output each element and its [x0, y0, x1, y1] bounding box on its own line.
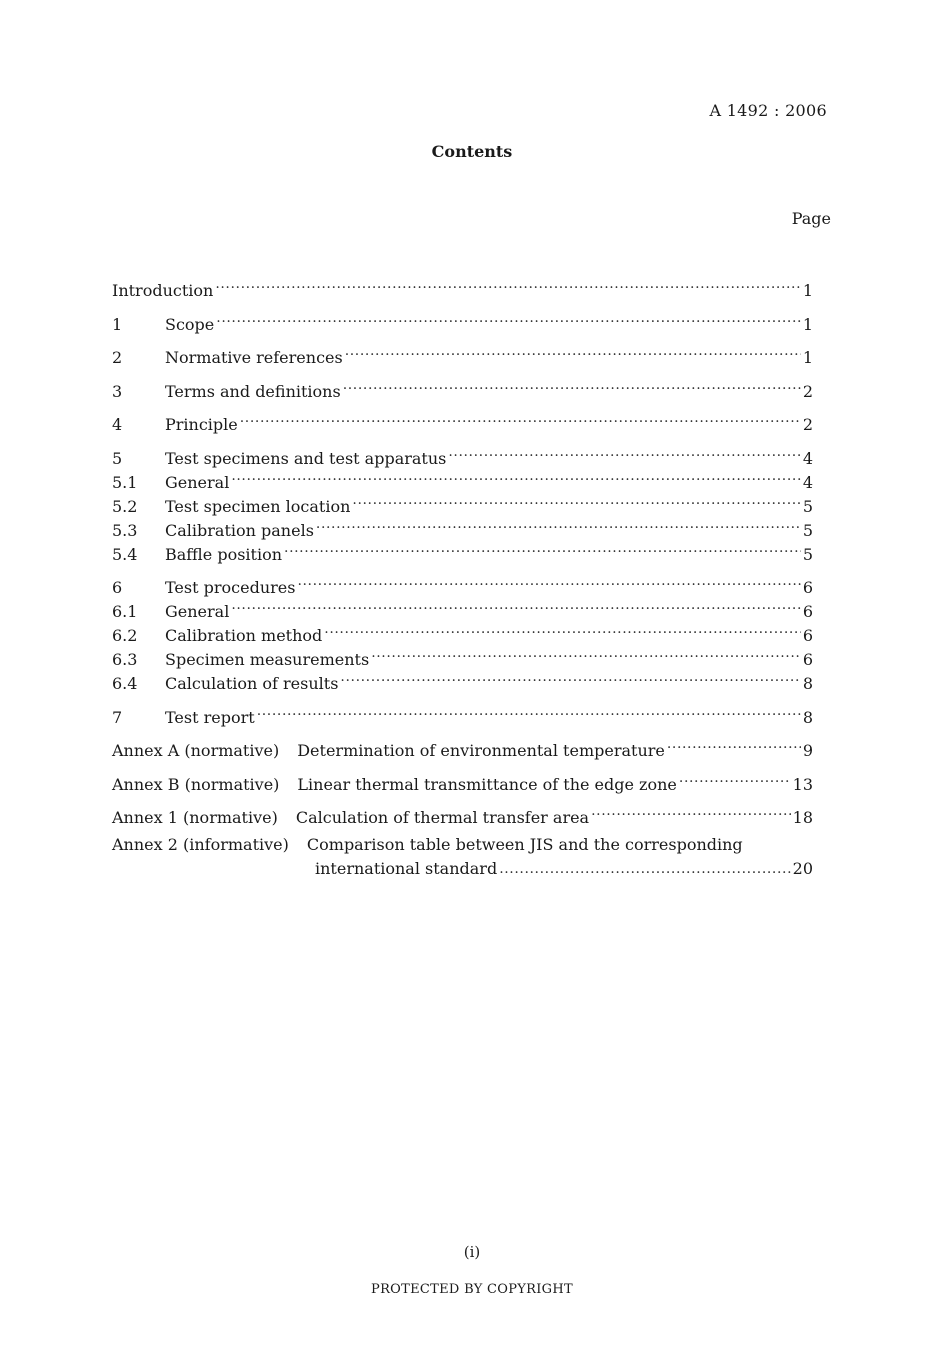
toc-entry-page: 6	[802, 626, 813, 645]
toc-entry-page: 5	[802, 544, 813, 564]
toc-dot-leader	[667, 732, 801, 756]
toc-entry-page: 4	[802, 472, 813, 492]
toc-entry-label: Test specimens and test apparatus	[165, 448, 447, 468]
document-number: A 1492 : 2006	[709, 101, 827, 120]
table-of-contents	[112, 272, 813, 881]
toc-entry-annex-2[interactable]	[112, 833, 813, 881]
toc-entry-number: 6.3	[112, 650, 138, 669]
toc-dot-leader	[499, 857, 790, 881]
toc-dot-leader	[257, 699, 801, 723]
annex-category: Annex B (normative)	[112, 774, 280, 794]
toc-entry-label: Test specimen location	[165, 496, 351, 516]
toc-entry-number: 4	[112, 415, 123, 434]
toc-dot-leader	[345, 339, 801, 363]
toc-entry-label: Baffle position	[165, 544, 283, 564]
toc-entry-annex-1[interactable]	[112, 799, 813, 827]
toc-entry-6-1-general[interactable]	[112, 593, 813, 621]
toc-entry-number: 6.1	[112, 602, 138, 621]
toc-entry-number: 5	[112, 448, 123, 468]
toc-entry-6-3-specimen-measurements[interactable]	[112, 641, 813, 669]
page-number: (i)	[463, 1243, 481, 1261]
toc-entry-terms-and-definitions[interactable]	[112, 373, 813, 401]
toc-entry-label: Test procedures	[165, 578, 296, 597]
page-column-heading: Page	[791, 209, 831, 228]
toc-entry-label: Calculation of results	[165, 674, 339, 693]
toc-entry-number: 2	[112, 348, 123, 367]
toc-dot-leader	[343, 373, 801, 397]
toc-dot-leader	[216, 306, 801, 330]
toc-entry-number: 3	[112, 381, 123, 401]
toc-entry-introduction[interactable]	[112, 272, 813, 300]
toc-entry-page: 2	[802, 415, 813, 434]
toc-dot-leader	[240, 406, 801, 430]
toc-entry-6-4-calculation-of-results[interactable]	[112, 665, 813, 693]
annex-2-second-line	[112, 857, 813, 881]
toc-dot-leader	[231, 593, 800, 617]
toc-entry-5-3-calibration-panels[interactable]	[112, 512, 813, 540]
toc-entry-label: Determination of environmental temperature	[297, 741, 665, 760]
toc-entry-page: 6	[802, 578, 813, 597]
toc-dot-leader	[679, 766, 791, 790]
copyright-notice: PROTECTED BY COPYRIGHT	[371, 1282, 573, 1297]
page-title: Contents	[431, 142, 513, 161]
toc-entry-annex-b[interactable]	[112, 766, 813, 794]
toc-entry-5-4-baffle-position[interactable]	[112, 536, 813, 564]
toc-dot-leader	[231, 464, 800, 488]
toc-entry-label: Calibration panels	[165, 520, 314, 540]
toc-entry-page: 13	[792, 774, 813, 794]
toc-entry-label: Calibration method	[165, 626, 323, 645]
toc-entry-number: 5.2	[112, 496, 138, 516]
toc-entry-label: Introduction	[112, 281, 214, 300]
toc-entry-number: 5.1	[112, 472, 138, 492]
toc-entry-page: 6	[802, 602, 813, 621]
toc-entry-label-continued: international standard	[315, 858, 498, 878]
toc-entry-test-report[interactable]	[112, 699, 813, 727]
toc-entry-page: 1	[802, 348, 813, 367]
toc-entry-number: 5.4	[112, 544, 138, 564]
toc-entry-number: 7	[112, 707, 123, 727]
toc-dot-leader	[297, 569, 800, 593]
toc-dot-leader	[371, 641, 801, 665]
toc-entry-label: Terms and definitions	[165, 381, 341, 401]
annex-category: Annex A (normative)	[112, 741, 280, 760]
toc-entry-label: Comparison table between JIS and the corresponding	[306, 834, 743, 854]
toc-entry-page: 5	[802, 496, 813, 516]
toc-entry-page: 1	[802, 281, 813, 300]
toc-entry-5-2-test-specimen-location[interactable]	[112, 488, 813, 516]
toc-entry-principle[interactable]	[112, 406, 813, 434]
toc-entry-test-procedures[interactable]	[112, 569, 813, 597]
toc-dot-leader	[591, 799, 791, 823]
toc-entry-test-specimens[interactable]	[112, 440, 813, 468]
toc-dot-leader	[340, 665, 800, 689]
toc-entry-label: General	[165, 602, 230, 621]
toc-entry-number: 6.4	[112, 674, 138, 693]
toc-entry-page: 1	[802, 314, 813, 334]
toc-dot-leader	[324, 617, 801, 641]
toc-entry-page: 6	[802, 650, 813, 669]
toc-entry-label: Scope	[165, 314, 215, 334]
toc-entry-page: 2	[802, 381, 813, 401]
toc-entry-page: 4	[802, 448, 813, 468]
toc-entry-page: 9	[802, 741, 813, 760]
toc-entry-label: Test report	[165, 707, 255, 727]
toc-entry-number: 1	[112, 314, 123, 334]
toc-entry-label: Normative references	[165, 348, 343, 367]
toc-entry-number: 5.3	[112, 520, 138, 540]
toc-dot-leader	[448, 440, 800, 464]
toc-entry-label: Principle	[165, 415, 238, 434]
toc-entry-page: 20	[792, 858, 813, 878]
toc-entry-6-2-calibration-method[interactable]	[112, 617, 813, 645]
annex-category: Annex 2 (informative)	[112, 834, 289, 854]
toc-entry-normative-references[interactable]	[112, 339, 813, 367]
annex-2-first-line	[112, 833, 813, 857]
toc-entry-scope[interactable]	[112, 306, 813, 334]
toc-dot-leader	[316, 512, 801, 536]
toc-dot-leader	[284, 536, 801, 560]
toc-dot-leader	[352, 488, 800, 512]
toc-entry-page: 8	[802, 674, 813, 693]
toc-entry-page: 5	[802, 520, 813, 540]
toc-entry-number: 6	[112, 578, 123, 597]
toc-entry-page: 18	[792, 808, 813, 827]
toc-dot-leader	[215, 272, 800, 296]
toc-entry-page: 8	[802, 707, 813, 727]
toc-entry-number: 6.2	[112, 626, 138, 645]
toc-entry-5-1-general[interactable]	[112, 464, 813, 492]
toc-entry-label: Calculation of thermal transfer area	[295, 808, 590, 827]
annex-category: Annex 1 (normative)	[112, 808, 278, 827]
toc-entry-annex-a[interactable]	[112, 732, 813, 760]
toc-entry-label: Linear thermal transmittance of the edge zone	[297, 774, 677, 794]
toc-entry-label: General	[165, 472, 230, 492]
toc-entry-label: Specimen measurements	[165, 650, 370, 669]
